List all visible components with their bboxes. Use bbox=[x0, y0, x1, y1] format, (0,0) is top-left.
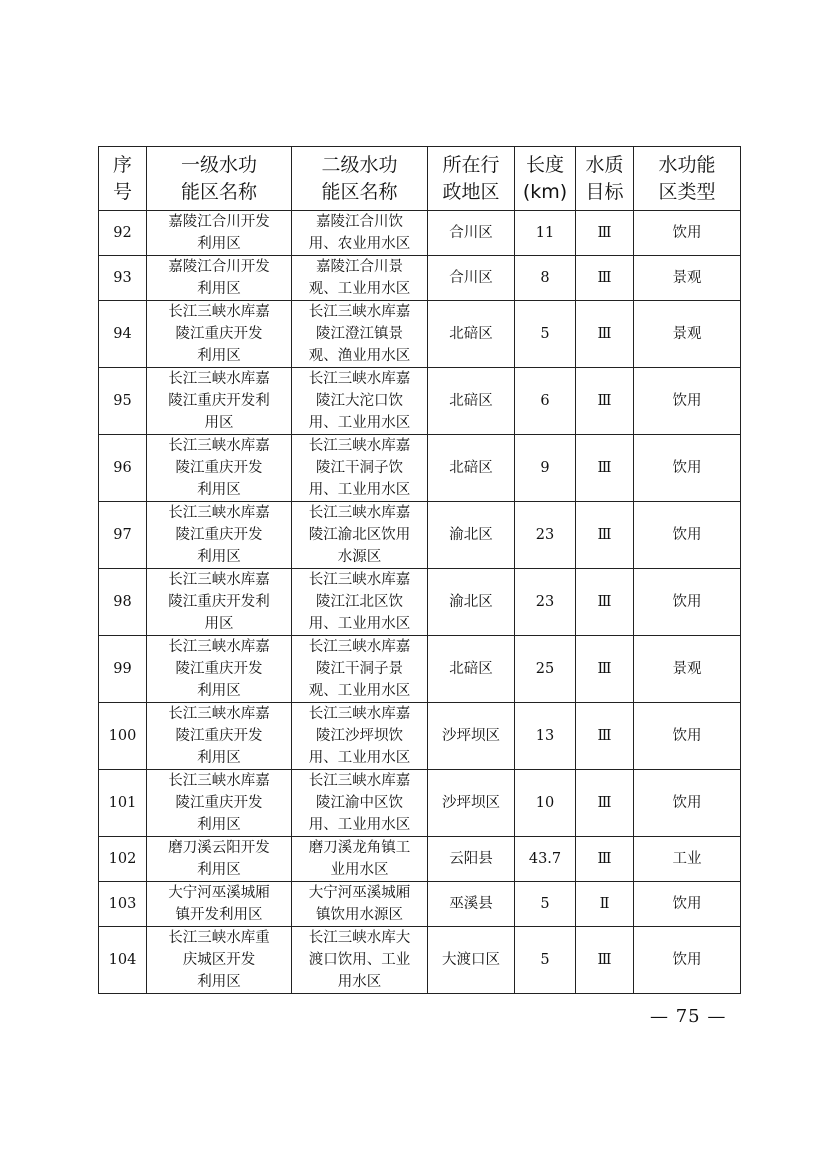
cell-length: 5 bbox=[515, 301, 576, 368]
header-text-line: 序 bbox=[112, 153, 132, 176]
cell-text-line: 陵江重庆开发 bbox=[175, 728, 263, 744]
cell-text-line: 长江三峡水库嘉 bbox=[308, 438, 411, 454]
cell-zone-type: 景观 bbox=[634, 301, 741, 368]
cell-text-line: 利用区 bbox=[197, 348, 241, 364]
cell-serial-no: 99 bbox=[99, 636, 147, 703]
cell-text-line: 长江三峡水库嘉 bbox=[308, 773, 411, 789]
table-row bbox=[99, 211, 741, 256]
cell-text-line: 用、工业用水区 bbox=[308, 415, 411, 431]
cell-text-line: 利用区 bbox=[197, 482, 241, 498]
cell-water-quality-target: Ⅲ bbox=[576, 211, 634, 256]
header-text-line: 水功能 bbox=[658, 153, 716, 176]
header-text-line: 能区名称 bbox=[180, 180, 257, 203]
cell-text-line: 陵江干洞子饮 bbox=[316, 460, 403, 476]
cell-level1-zone-name bbox=[147, 927, 292, 994]
cell-zone-type: 工业 bbox=[634, 837, 741, 882]
cell-text-line: 用、工业用水区 bbox=[308, 750, 411, 766]
cell-level1-zone-name bbox=[147, 502, 292, 569]
cell-text-line: 长江三峡水库嘉 bbox=[308, 572, 411, 588]
cell-text-line: 长江三峡水库嘉 bbox=[168, 773, 270, 789]
cell-text-line: 陵江沙坪坝饮 bbox=[316, 728, 403, 744]
cell-level1-zone-name bbox=[147, 211, 292, 256]
header-zone-type bbox=[634, 147, 741, 211]
cell-text-line: 利用区 bbox=[197, 974, 241, 990]
cell-serial-no: 100 bbox=[99, 703, 147, 770]
cell-text-line: 长江三峡水库嘉 bbox=[168, 505, 270, 521]
cell-level2-zone-name bbox=[292, 927, 428, 994]
cell-text-line: 长江三峡水库嘉 bbox=[168, 706, 270, 722]
header-serial-no bbox=[99, 147, 147, 211]
cell-level1-zone-name bbox=[147, 301, 292, 368]
cell-water-quality-target: Ⅲ bbox=[576, 368, 634, 435]
cell-length: 6 bbox=[515, 368, 576, 435]
cell-level2-zone-name bbox=[292, 636, 428, 703]
cell-text-line: 庆城区开发 bbox=[182, 952, 256, 968]
cell-text-line: 陵江重庆开发 bbox=[175, 460, 263, 476]
header-text-line: (km) bbox=[522, 180, 568, 203]
cell-level2-zone-name bbox=[292, 703, 428, 770]
cell-text-line: 用区 bbox=[204, 415, 234, 431]
header-text-line: 目标 bbox=[585, 180, 624, 203]
cell-water-quality-target: Ⅲ bbox=[576, 703, 634, 770]
cell-text-line: 陵江重庆开发利 bbox=[168, 393, 270, 409]
table-row bbox=[99, 927, 741, 994]
cell-serial-no: 96 bbox=[99, 435, 147, 502]
cell-length: 23 bbox=[515, 569, 576, 636]
cell-level1-zone-name bbox=[147, 569, 292, 636]
cell-district: 大渡口区 bbox=[428, 927, 515, 994]
cell-district: 北碚区 bbox=[428, 301, 515, 368]
table-row bbox=[99, 256, 741, 301]
cell-text-line: 长江三峡水库大 bbox=[308, 930, 411, 946]
cell-level1-zone-name bbox=[147, 256, 292, 301]
cell-zone-type: 饮用 bbox=[634, 368, 741, 435]
cell-level1-zone-name bbox=[147, 636, 292, 703]
cell-text-line: 用、农业用水区 bbox=[308, 236, 411, 252]
header-text-line: 水质 bbox=[585, 153, 624, 176]
cell-text-line: 长江三峡水库嘉 bbox=[308, 505, 411, 521]
cell-length: 5 bbox=[515, 927, 576, 994]
cell-text-line: 大宁河巫溪城厢 bbox=[168, 885, 270, 901]
cell-level1-zone-name bbox=[147, 368, 292, 435]
cell-text-line: 陵江重庆开发 bbox=[175, 326, 263, 342]
table-row bbox=[99, 636, 741, 703]
cell-district: 沙坪坝区 bbox=[428, 703, 515, 770]
table-row bbox=[99, 301, 741, 368]
cell-zone-type: 饮用 bbox=[634, 435, 741, 502]
cell-district: 云阳县 bbox=[428, 837, 515, 882]
cell-text-line: 嘉陵江合川开发 bbox=[168, 214, 270, 230]
cell-text-line: 镇饮用水源区 bbox=[316, 907, 403, 923]
cell-text-line: 长江三峡水库嘉 bbox=[168, 438, 270, 454]
cell-text-line: 陵江干洞子景 bbox=[316, 661, 403, 677]
table-row bbox=[99, 502, 741, 569]
header-text-line: 二级水功 bbox=[321, 153, 398, 176]
cell-level2-zone-name bbox=[292, 301, 428, 368]
cell-text-line: 利用区 bbox=[197, 683, 241, 699]
table-row bbox=[99, 837, 741, 882]
table-row bbox=[99, 703, 741, 770]
cell-district: 北碚区 bbox=[428, 435, 515, 502]
header-district bbox=[428, 147, 515, 211]
cell-zone-type: 饮用 bbox=[634, 569, 741, 636]
cell-district: 巫溪县 bbox=[428, 882, 515, 927]
cell-district: 合川区 bbox=[428, 211, 515, 256]
cell-water-quality-target: Ⅲ bbox=[576, 636, 634, 703]
cell-text-line: 利用区 bbox=[197, 549, 241, 565]
cell-water-quality-target: Ⅲ bbox=[576, 435, 634, 502]
cell-zone-type: 饮用 bbox=[634, 927, 741, 994]
cell-water-quality-target: Ⅲ bbox=[576, 927, 634, 994]
header-text-line: 区类型 bbox=[658, 180, 716, 203]
cell-zone-type: 饮用 bbox=[634, 703, 741, 770]
cell-water-quality-target: Ⅲ bbox=[576, 502, 634, 569]
cell-text-line: 长江三峡水库重 bbox=[168, 930, 270, 946]
cell-text-line: 陵江重庆开发 bbox=[175, 527, 263, 543]
header-text-line: 一级水功 bbox=[180, 153, 257, 176]
cell-zone-type: 饮用 bbox=[634, 882, 741, 927]
cell-text-line: 利用区 bbox=[197, 281, 241, 297]
cell-text-line: 陵江渝中区饮 bbox=[316, 795, 403, 811]
cell-serial-no: 97 bbox=[99, 502, 147, 569]
cell-text-line: 用、工业用水区 bbox=[308, 482, 411, 498]
cell-text-line: 长江三峡水库嘉 bbox=[168, 639, 270, 655]
header-text-line: 所在行 bbox=[442, 153, 500, 176]
cell-text-line: 观、工业用水区 bbox=[308, 281, 411, 297]
table-row bbox=[99, 435, 741, 502]
cell-text-line: 嘉陵江合川景 bbox=[316, 259, 403, 275]
header-text-line: 号 bbox=[112, 180, 132, 203]
cell-serial-no: 94 bbox=[99, 301, 147, 368]
cell-text-line: 陵江澄江镇景 bbox=[316, 326, 403, 342]
cell-text-line: 大宁河巫溪城厢 bbox=[308, 885, 411, 901]
cell-length: 9 bbox=[515, 435, 576, 502]
cell-level2-zone-name bbox=[292, 368, 428, 435]
cell-text-line: 磨刀溪龙角镇工 bbox=[308, 840, 411, 856]
cell-water-quality-target: Ⅲ bbox=[576, 301, 634, 368]
cell-text-line: 利用区 bbox=[197, 236, 241, 252]
cell-level2-zone-name bbox=[292, 435, 428, 502]
header-level1-zone-name bbox=[147, 147, 292, 211]
cell-serial-no: 95 bbox=[99, 368, 147, 435]
cell-level2-zone-name bbox=[292, 502, 428, 569]
cell-length: 25 bbox=[515, 636, 576, 703]
cell-text-line: 陵江重庆开发 bbox=[175, 795, 263, 811]
cell-zone-type: 景观 bbox=[634, 256, 741, 301]
cell-zone-type: 饮用 bbox=[634, 770, 741, 837]
cell-text-line: 陵江重庆开发 bbox=[175, 661, 263, 677]
table-header-row bbox=[99, 147, 741, 211]
cell-water-quality-target: Ⅲ bbox=[576, 569, 634, 636]
cell-text-line: 长江三峡水库嘉 bbox=[308, 706, 411, 722]
cell-text-line: 用水区 bbox=[337, 974, 382, 990]
cell-water-quality-target: Ⅲ bbox=[576, 256, 634, 301]
cell-text-line: 嘉陵江合川开发 bbox=[168, 259, 270, 275]
cell-text-line: 陵江大沱口饮 bbox=[316, 393, 403, 409]
cell-text-line: 长江三峡水库嘉 bbox=[168, 572, 270, 588]
cell-length: 43.7 bbox=[515, 837, 576, 882]
cell-text-line: 长江三峡水库嘉 bbox=[168, 371, 270, 387]
cell-zone-type: 饮用 bbox=[634, 502, 741, 569]
cell-level1-zone-name bbox=[147, 435, 292, 502]
cell-level1-zone-name bbox=[147, 837, 292, 882]
header-text-line: 政地区 bbox=[442, 180, 500, 203]
cell-text-line: 用、工业用水区 bbox=[308, 616, 411, 632]
header-text-line: 长度 bbox=[525, 153, 564, 176]
cell-water-quality-target: Ⅱ bbox=[576, 882, 634, 927]
cell-text-line: 长江三峡水库嘉 bbox=[308, 639, 411, 655]
cell-text-line: 观、工业用水区 bbox=[308, 683, 411, 699]
cell-serial-no: 102 bbox=[99, 837, 147, 882]
table-row bbox=[99, 770, 741, 837]
cell-level2-zone-name bbox=[292, 837, 428, 882]
cell-level1-zone-name bbox=[147, 703, 292, 770]
cell-level2-zone-name bbox=[292, 882, 428, 927]
cell-length: 5 bbox=[515, 882, 576, 927]
cell-serial-no: 98 bbox=[99, 569, 147, 636]
cell-text-line: 利用区 bbox=[197, 750, 241, 766]
cell-level2-zone-name bbox=[292, 211, 428, 256]
cell-text-line: 陵江江北区饮 bbox=[316, 594, 403, 610]
cell-district: 北碚区 bbox=[428, 368, 515, 435]
cell-text-line: 磨刀溪云阳开发 bbox=[168, 840, 270, 856]
cell-text-line: 利用区 bbox=[197, 862, 241, 878]
water-function-zone-table bbox=[98, 146, 741, 994]
cell-length: 8 bbox=[515, 256, 576, 301]
cell-level2-zone-name bbox=[292, 770, 428, 837]
cell-text-line: 长江三峡水库嘉 bbox=[308, 371, 411, 387]
cell-text-line: 用区 bbox=[204, 616, 234, 632]
cell-district: 沙坪坝区 bbox=[428, 770, 515, 837]
cell-district: 渝北区 bbox=[428, 502, 515, 569]
header-text-line: 能区名称 bbox=[321, 180, 398, 203]
cell-serial-no: 103 bbox=[99, 882, 147, 927]
cell-text-line: 陵江重庆开发利 bbox=[168, 594, 270, 610]
cell-water-quality-target: Ⅲ bbox=[576, 837, 634, 882]
cell-length: 11 bbox=[515, 211, 576, 256]
cell-district: 合川区 bbox=[428, 256, 515, 301]
cell-text-line: 长江三峡水库嘉 bbox=[308, 304, 411, 320]
cell-level2-zone-name bbox=[292, 256, 428, 301]
cell-length: 10 bbox=[515, 770, 576, 837]
cell-text-line: 镇开发利用区 bbox=[175, 907, 263, 923]
cell-text-line: 陵江渝北区饮用 bbox=[308, 527, 411, 543]
cell-zone-type: 饮用 bbox=[634, 211, 741, 256]
cell-text-line: 渡口饮用、工业 bbox=[308, 952, 411, 968]
cell-serial-no: 93 bbox=[99, 256, 147, 301]
cell-length: 23 bbox=[515, 502, 576, 569]
cell-serial-no: 104 bbox=[99, 927, 147, 994]
cell-text-line: 观、渔业用水区 bbox=[308, 348, 411, 364]
cell-zone-type: 景观 bbox=[634, 636, 741, 703]
cell-serial-no: 101 bbox=[99, 770, 147, 837]
cell-text-line: 长江三峡水库嘉 bbox=[168, 304, 270, 320]
cell-text-line: 利用区 bbox=[197, 817, 241, 833]
table-row bbox=[99, 882, 741, 927]
page-number: — 75 — bbox=[650, 1006, 727, 1027]
cell-text-line: 水源区 bbox=[337, 549, 382, 565]
table-row bbox=[99, 569, 741, 636]
cell-district: 北碚区 bbox=[428, 636, 515, 703]
header-length bbox=[515, 147, 576, 211]
cell-district: 渝北区 bbox=[428, 569, 515, 636]
cell-serial-no: 92 bbox=[99, 211, 147, 256]
cell-text-line: 嘉陵江合川饮 bbox=[316, 214, 403, 230]
cell-text-line: 用、工业用水区 bbox=[308, 817, 411, 833]
cell-text-line: 业用水区 bbox=[330, 862, 389, 878]
cell-length: 13 bbox=[515, 703, 576, 770]
header-water-quality-target bbox=[576, 147, 634, 211]
table-row bbox=[99, 368, 741, 435]
cell-water-quality-target: Ⅲ bbox=[576, 770, 634, 837]
table-body bbox=[99, 211, 741, 994]
header-level2-zone-name bbox=[292, 147, 428, 211]
cell-level1-zone-name bbox=[147, 770, 292, 837]
cell-level1-zone-name bbox=[147, 882, 292, 927]
cell-level2-zone-name bbox=[292, 569, 428, 636]
